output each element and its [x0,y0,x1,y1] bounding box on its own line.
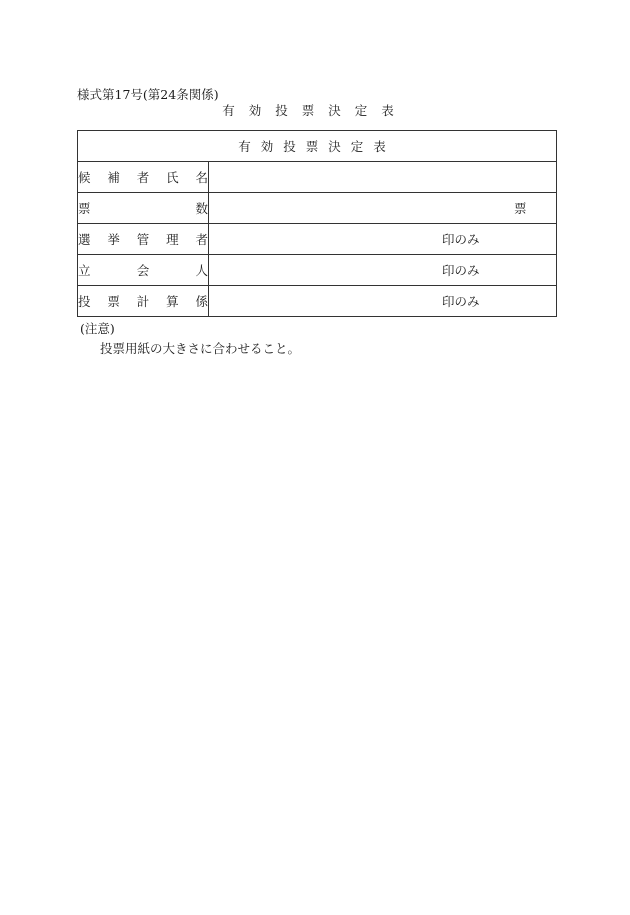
vote-counter-label: 投票計算係 [78,286,209,317]
witness-label: 立会人 [78,255,209,286]
vote-count-field[interactable] [209,193,557,224]
table-header-row [78,131,557,162]
table-row [78,255,557,286]
candidate-name-field[interactable] [209,162,557,193]
candidate-name-label: 候補者氏名 [78,162,209,193]
note-heading: (注意) [80,321,115,336]
seal-mark: 印のみ [442,263,480,278]
vote-counter-field[interactable] [209,286,557,317]
vote-count-label: 票数 [78,193,209,224]
table-row [78,286,557,317]
table-row [78,193,557,224]
vote-determination-table [77,130,557,317]
election-manager-label: 選挙管理者 [78,224,209,255]
vote-unit: 票 [514,201,527,216]
witness-field[interactable] [209,255,557,286]
seal-mark: 印のみ [442,232,480,247]
table-title: 有効投票決定表 [78,131,557,162]
election-manager-field[interactable] [209,224,557,255]
document-title: 有効投票決定表 [222,103,408,118]
table-row [78,224,557,255]
form-number: 様式第17号(第24条関係) [77,87,219,102]
table-row [78,162,557,193]
seal-mark: 印のみ [442,294,480,309]
note-text: 投票用紙の大きさに合わせること。 [100,341,301,356]
